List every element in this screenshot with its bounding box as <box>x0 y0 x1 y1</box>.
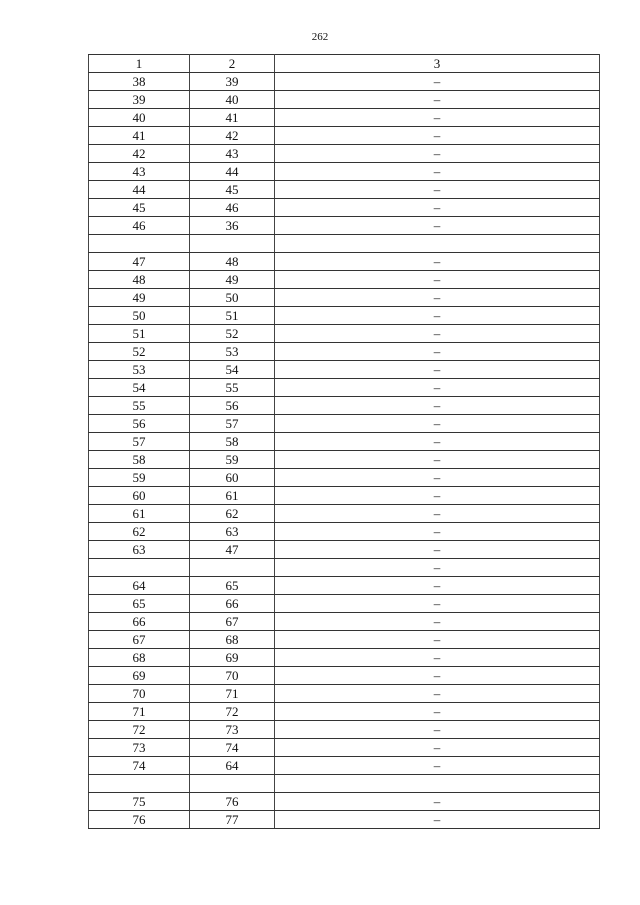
table-cell-col-2: 42 <box>190 127 275 145</box>
table-row <box>89 451 600 469</box>
table-cell-col-2: 65 <box>190 577 275 595</box>
table-cell-col-1: 54 <box>89 379 190 397</box>
table-header-row <box>89 55 600 73</box>
table-cell-col-3: – <box>275 559 600 577</box>
table-row <box>89 433 600 451</box>
table-cell-col-1: 66 <box>89 613 190 631</box>
table-cell-col-3: – <box>275 289 600 307</box>
table-cell-col-3: – <box>275 469 600 487</box>
table-cell-col-3: – <box>275 541 600 559</box>
table-cell-col-3: – <box>275 487 600 505</box>
table-cell-col-1: 70 <box>89 685 190 703</box>
table-row <box>89 127 600 145</box>
table-row <box>89 235 600 253</box>
table-cell-col-3: – <box>275 73 600 91</box>
table-cell-col-3: – <box>275 361 600 379</box>
table-cell-col-1: 45 <box>89 199 190 217</box>
table-row <box>89 739 600 757</box>
table-cell-col-2: 52 <box>190 325 275 343</box>
table-cell-col-3: – <box>275 793 600 811</box>
table-cell-col-1: 43 <box>89 163 190 181</box>
table-row <box>89 325 600 343</box>
table-row <box>89 91 600 109</box>
table-cell-col-2: 73 <box>190 721 275 739</box>
table-cell-col-2: 39 <box>190 73 275 91</box>
table-cell-col-2: 68 <box>190 631 275 649</box>
table-cell-col-2: 74 <box>190 739 275 757</box>
table-cell-col-3: – <box>275 163 600 181</box>
table-cell-col-3: – <box>275 721 600 739</box>
table-row <box>89 397 600 415</box>
table-cell-col-2 <box>190 235 275 253</box>
table-cell-col-3: – <box>275 217 600 235</box>
table-cell-col-2: 57 <box>190 415 275 433</box>
table-cell-col-1: 72 <box>89 721 190 739</box>
table-cell-col-1: 74 <box>89 757 190 775</box>
table-row <box>89 271 600 289</box>
table-cell-col-1 <box>89 235 190 253</box>
table-cell-col-1 <box>89 559 190 577</box>
table-cell-col-1: 44 <box>89 181 190 199</box>
table-cell-col-1: 42 <box>89 145 190 163</box>
table-cell-col-2: 58 <box>190 433 275 451</box>
table-cell-col-1: 49 <box>89 289 190 307</box>
table-cell-col-2: 56 <box>190 397 275 415</box>
table-cell-col-3: – <box>275 613 600 631</box>
table-cell-col-1 <box>89 775 190 793</box>
table-cell-col-3: – <box>275 505 600 523</box>
table-row <box>89 631 600 649</box>
table-cell-col-3 <box>275 775 600 793</box>
table-row <box>89 703 600 721</box>
table-cell-col-3: – <box>275 667 600 685</box>
table-row <box>89 559 600 577</box>
table-cell-col-1: 51 <box>89 325 190 343</box>
table-cell-col-1: 69 <box>89 667 190 685</box>
table-row <box>89 379 600 397</box>
table-row <box>89 721 600 739</box>
table-cell-col-1: 59 <box>89 469 190 487</box>
table-cell-col-3: – <box>275 109 600 127</box>
table-cell-col-2: 63 <box>190 523 275 541</box>
table-cell-col-1: 63 <box>89 541 190 559</box>
table-cell-col-1: 53 <box>89 361 190 379</box>
table-cell-col-2: 77 <box>190 811 275 829</box>
table-row <box>89 163 600 181</box>
table-body <box>89 73 600 829</box>
table-cell-col-1: 57 <box>89 433 190 451</box>
table-cell-col-2: 70 <box>190 667 275 685</box>
table-cell-col-3: – <box>275 757 600 775</box>
table-row <box>89 775 600 793</box>
table-cell-col-1: 46 <box>89 217 190 235</box>
table-cell-col-3: – <box>275 415 600 433</box>
table-cell-col-1: 65 <box>89 595 190 613</box>
table-row <box>89 541 600 559</box>
table-cell-col-3: – <box>275 271 600 289</box>
column-header-3: 3 <box>275 55 600 73</box>
table-cell-col-1: 67 <box>89 631 190 649</box>
table-cell-col-2: 67 <box>190 613 275 631</box>
table-cell-col-3: – <box>275 739 600 757</box>
table-cell-col-3: – <box>275 325 600 343</box>
table-row <box>89 73 600 91</box>
table-cell-col-1: 55 <box>89 397 190 415</box>
table-row <box>89 469 600 487</box>
table-row <box>89 487 600 505</box>
table-cell-col-3: – <box>275 307 600 325</box>
table-cell-col-1: 50 <box>89 307 190 325</box>
table-cell-col-3: – <box>275 181 600 199</box>
table-cell-col-1: 56 <box>89 415 190 433</box>
table-cell-col-2: 44 <box>190 163 275 181</box>
table-row <box>89 181 600 199</box>
table-cell-col-3: – <box>275 127 600 145</box>
table-cell-col-1: 64 <box>89 577 190 595</box>
table-cell-col-2: 49 <box>190 271 275 289</box>
table-row <box>89 253 600 271</box>
table-cell-col-1: 40 <box>89 109 190 127</box>
table-cell-col-2: 50 <box>190 289 275 307</box>
table-cell-col-3: – <box>275 451 600 469</box>
table-cell-col-1: 71 <box>89 703 190 721</box>
table-cell-col-2: 43 <box>190 145 275 163</box>
column-header-1: 1 <box>89 55 190 73</box>
table-cell-col-2: 72 <box>190 703 275 721</box>
table-cell-col-1: 76 <box>89 811 190 829</box>
table-row <box>89 613 600 631</box>
table-row <box>89 757 600 775</box>
table-row <box>89 109 600 127</box>
table-cell-col-2 <box>190 775 275 793</box>
table-cell-col-1: 48 <box>89 271 190 289</box>
table-cell-col-2: 71 <box>190 685 275 703</box>
table-cell-col-2: 76 <box>190 793 275 811</box>
column-header-2: 2 <box>190 55 275 73</box>
table-row <box>89 199 600 217</box>
table-cell-col-2: 45 <box>190 181 275 199</box>
table-cell-col-2: 51 <box>190 307 275 325</box>
table-cell-col-2: 41 <box>190 109 275 127</box>
table-cell-col-1: 58 <box>89 451 190 469</box>
table-cell-col-3: – <box>275 199 600 217</box>
table-cell-col-3: – <box>275 433 600 451</box>
table-cell-col-3: – <box>275 523 600 541</box>
table-cell-col-2: 54 <box>190 361 275 379</box>
table-cell-col-2: 40 <box>190 91 275 109</box>
table-cell-col-3: – <box>275 703 600 721</box>
table-cell-col-1: 62 <box>89 523 190 541</box>
table-row <box>89 811 600 829</box>
table-row <box>89 523 600 541</box>
table-cell-col-2: 66 <box>190 595 275 613</box>
table-cell-col-1: 41 <box>89 127 190 145</box>
table-row <box>89 595 600 613</box>
table-row <box>89 361 600 379</box>
table-row <box>89 289 600 307</box>
table-cell-col-3: – <box>275 811 600 829</box>
table-cell-col-3: – <box>275 91 600 109</box>
table-row <box>89 793 600 811</box>
table-cell-col-2: 64 <box>190 757 275 775</box>
table-cell-col-3: – <box>275 379 600 397</box>
table-row <box>89 685 600 703</box>
table-cell-col-1: 39 <box>89 91 190 109</box>
table-row <box>89 415 600 433</box>
table-row <box>89 649 600 667</box>
table-row <box>89 145 600 163</box>
table-row <box>89 505 600 523</box>
table-row <box>89 307 600 325</box>
table-row <box>89 667 600 685</box>
table-cell-col-2: 48 <box>190 253 275 271</box>
table-row <box>89 577 600 595</box>
table-cell-col-2: 60 <box>190 469 275 487</box>
table-cell-col-1: 52 <box>89 343 190 361</box>
table-cell-col-1: 75 <box>89 793 190 811</box>
table-cell-col-3: – <box>275 631 600 649</box>
table-cell-col-2: 47 <box>190 541 275 559</box>
table-row <box>89 217 600 235</box>
table-cell-col-1: 38 <box>89 73 190 91</box>
table-cell-col-2: 36 <box>190 217 275 235</box>
table-cell-col-3: – <box>275 685 600 703</box>
table-cell-col-3: – <box>275 649 600 667</box>
table-cell-col-2: 61 <box>190 487 275 505</box>
table-row <box>89 343 600 361</box>
table-cell-col-2: 69 <box>190 649 275 667</box>
table-cell-col-2: 59 <box>190 451 275 469</box>
table-cell-col-3 <box>275 235 600 253</box>
table-cell-col-2: 53 <box>190 343 275 361</box>
table-cell-col-1: 68 <box>89 649 190 667</box>
table-cell-col-3: – <box>275 343 600 361</box>
data-table <box>88 54 600 829</box>
table-cell-col-3: – <box>275 253 600 271</box>
table-cell-col-1: 60 <box>89 487 190 505</box>
table-cell-col-2: 55 <box>190 379 275 397</box>
table-cell-col-2 <box>190 559 275 577</box>
table-cell-col-1: 61 <box>89 505 190 523</box>
table-cell-col-2: 46 <box>190 199 275 217</box>
table-cell-col-2: 62 <box>190 505 275 523</box>
table-cell-col-3: – <box>275 577 600 595</box>
table-cell-col-1: 47 <box>89 253 190 271</box>
page-number: 262 <box>311 31 329 43</box>
table-cell-col-3: – <box>275 145 600 163</box>
table-cell-col-3: – <box>275 397 600 415</box>
table-cell-col-1: 73 <box>89 739 190 757</box>
table-cell-col-3: – <box>275 595 600 613</box>
